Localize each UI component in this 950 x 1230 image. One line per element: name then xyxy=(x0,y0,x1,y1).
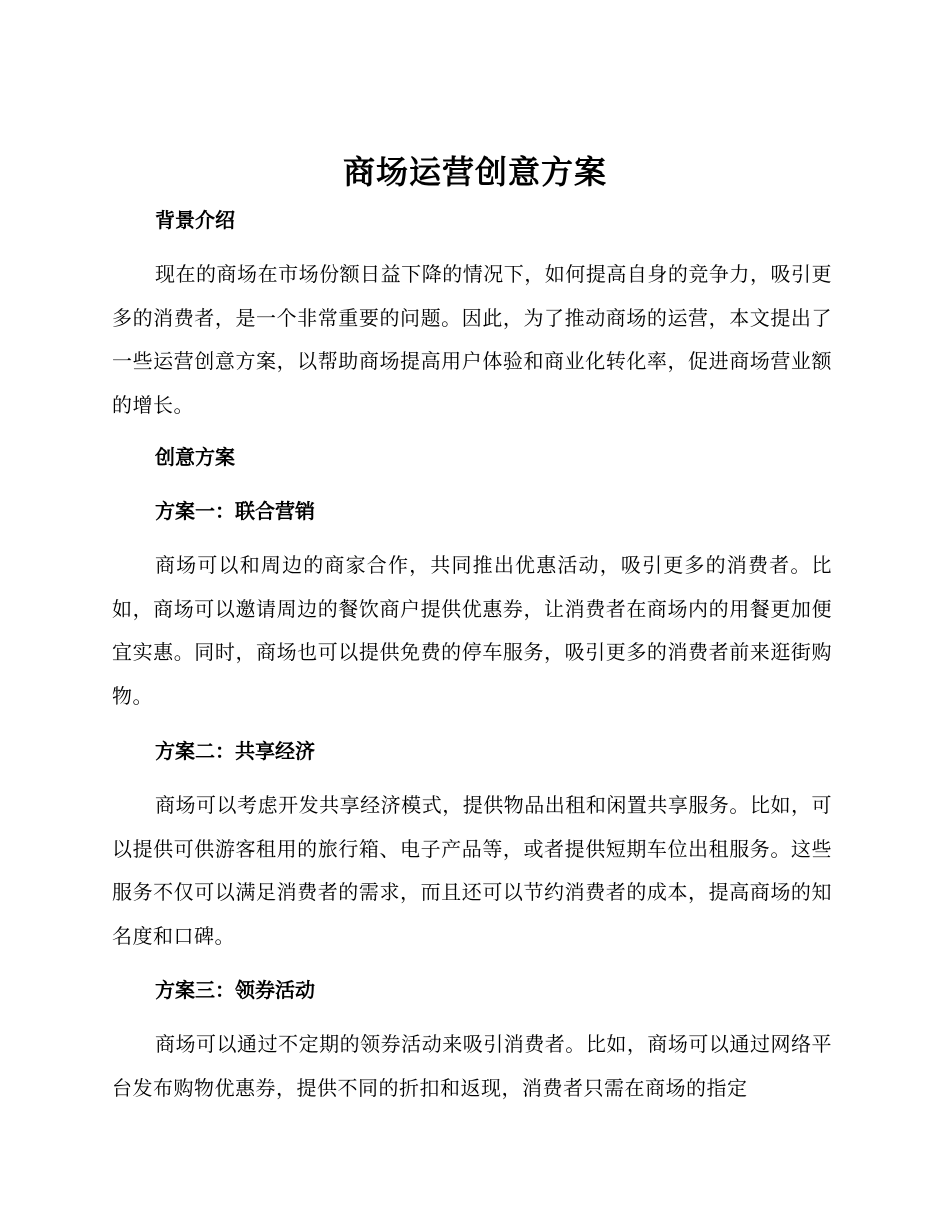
paragraph-plan-1: 商场可以和周边的商家合作，共同推出优惠活动，吸引更多的消费者。比如，商场可以邀请周边的餐饮商户提供优惠券，让消费者在商场内的用餐更加便宜实惠。同时，商场也可以提供免费的停车服务，吸引更多的消费者前来逛街购物。 xyxy=(112,553,832,708)
document-body xyxy=(112,200,832,1110)
paragraph-background: 现在的商场在市场份额日益下降的情况下，如何提高自身的竞争力，吸引更多的消费者，是一个非常重要的问题。因此，为了推动商场的运营，本文提出了一些运营创意方案，以帮助商场提高用户体验和商业化转化率，促进商场营业额的增长。 xyxy=(112,262,832,417)
section-heading-background: 背景介绍 xyxy=(155,208,235,232)
document-title: 商场运营创意方案 xyxy=(342,153,607,191)
section-heading-plan-3: 方案三：领券活动 xyxy=(155,978,315,1002)
paragraph-plan-2: 商场可以考虑开发共享经济模式，提供物品出租和闲置共享服务。比如，可以提供可供游客租用的旅行箱、电子产品等，或者提供短期车位出租服务。这些服务不仅可以满足消费者的需求，而且还可以节约消费者的成本，提高商场的知名度和口碑。 xyxy=(112,793,832,948)
section-heading-ideas: 创意方案 xyxy=(155,445,235,469)
section-heading-plan-2: 方案二：共享经济 xyxy=(155,739,315,763)
section-heading-plan-1: 方案一：联合营销 xyxy=(155,499,315,523)
paragraph-plan-3: 商场可以通过不定期的领券活动来吸引消费者。比如，商场可以通过网络平台发布购物优惠券，提供不同的折扣和返现，消费者只需在商场的指定 xyxy=(112,1032,832,1100)
